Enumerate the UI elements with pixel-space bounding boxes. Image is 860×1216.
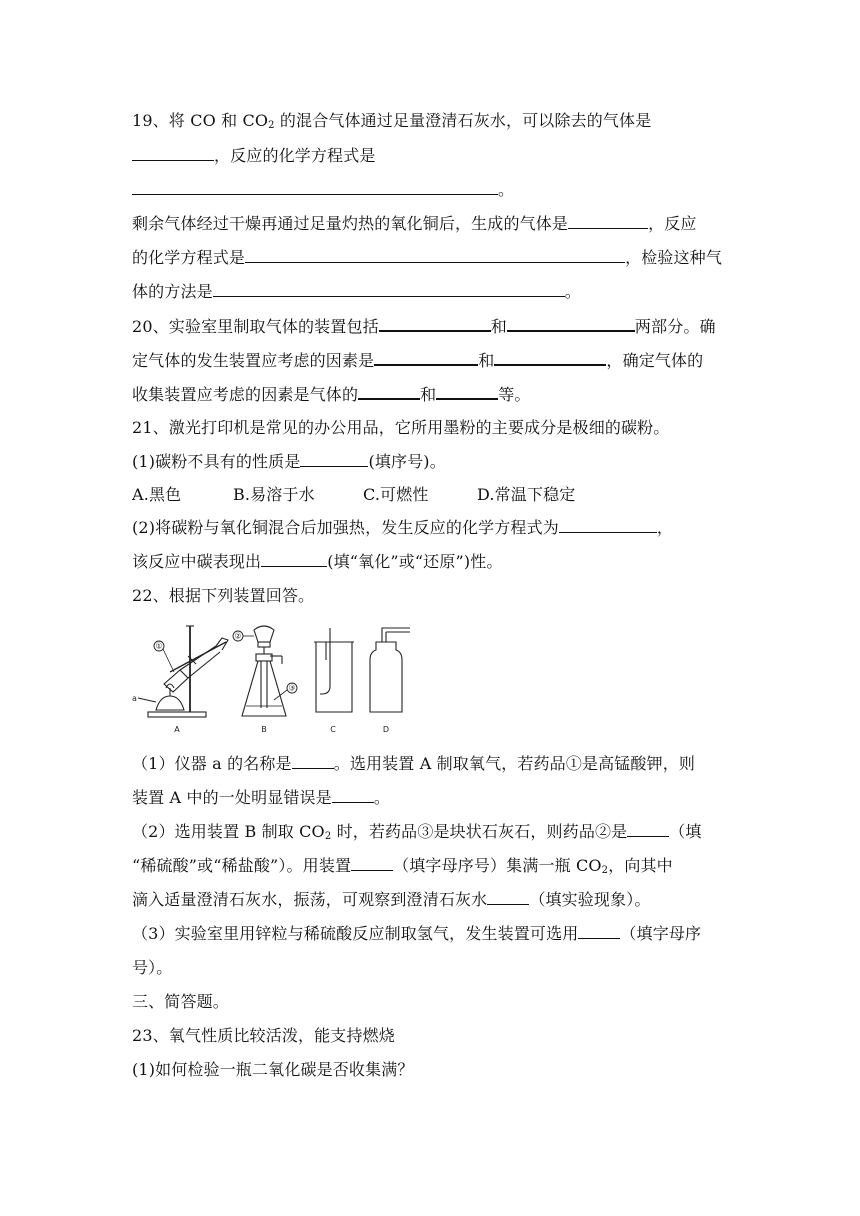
q23-stem: 23、氧气性质比较活泼，能支持燃烧 [132,1026,395,1045]
q22-s1: （1）仪器 a 的名称是 。选用装置 A 制取氧气，若药品①是高锰酸钾，则 [132,754,696,773]
q22-stem: 22、根据下列装置回答。 [132,586,315,605]
answer-blank[interactable] [578,924,620,939]
answer-blank[interactable] [568,214,648,229]
q22-s2-cont-1: “稀硫酸”或“稀盐酸”）。用装置 （填字母序号）集满一瓶 $CO_2$，向其中 [132,856,673,876]
answer-blank[interactable] [132,146,214,161]
q22-s1-cont: 装置 A 中的一处明显错误是 。 [132,788,390,807]
q22-s3-cont: 号）。 [132,958,173,977]
q21-options [132,485,575,505]
answer-blank[interactable] [494,350,606,366]
q21-part-2: (2)将碳粉与氧化铜混合后加强热，发生反应的化学方程式为 ， [132,518,674,537]
apparatus-c [314,628,354,712]
q19-line-1: 19、将 CO 和 $CO_2$ 的混合气体通过足量澄清石灰水，可以除去的气体是 [132,111,652,131]
answer-blank[interactable] [213,282,565,297]
option-b[interactable]: B.易溶于水 [233,485,315,504]
q21-stem: 21、激光打印机是常见的办公用品，它所用墨粉的主要成分是极细的碳粉。 [132,418,670,437]
q22-s2: （2）选用装置 B 制取 $CO_2$ 时，若药品③是块状石灰石，则药品②是 （填 [132,822,702,842]
answer-blank[interactable] [292,754,334,769]
apparatus-figure [130,620,410,738]
answer-blank[interactable] [351,856,393,871]
label-a: A [174,725,180,734]
apparatus-b [233,626,297,716]
q19-line-3: 。 [132,180,514,200]
q19-line-5: 的化学方程式是 ，检验这种气 [132,248,722,267]
q20-line-1: 20、实验室里制取气体的装置包括 和 两部分。确 [132,317,716,336]
q19-line-4: 剩余气体经过干燥再通过足量灼热的氧化铜后，生成的气体是 ，反应 [132,214,697,233]
answer-blank[interactable] [436,384,498,400]
marker-1: ① [155,641,163,651]
answer-blank[interactable] [374,350,478,366]
q19-line-6: 体的方法是 。 [132,282,581,301]
answer-blank[interactable] [245,248,625,263]
apparatus-d [370,628,410,712]
option-c[interactable]: C.可燃性 [363,485,429,504]
apparatus-a [138,626,228,717]
answer-blank[interactable] [358,384,420,400]
answer-blank[interactable] [507,316,635,332]
answer-blank[interactable] [300,452,368,467]
q22-s3: （3）实验室里用锌粒与稀硫酸反应制取氢气，发生装置可选用 （填字母序 [132,924,702,943]
section-title: 三、简答题。 [132,992,229,1011]
label-b: B [261,725,267,734]
answer-blank[interactable] [627,822,669,837]
marker-a: a [132,694,137,703]
label-d: D [382,725,390,734]
answer-blank[interactable] [487,890,529,905]
q23-part-1: (1)如何检验一瓶二氧化碳是否收集满？ [132,1060,414,1079]
q21-part-1: (1)碳粉不具有的性质是 (填序号)。 [132,452,446,471]
q20-line-3: 收集装置应考虑的因素是气体的 和 等。 [132,385,531,404]
answer-blank[interactable] [559,518,657,533]
label-c: C [330,725,336,734]
option-d[interactable]: D.常温下稳定 [477,485,576,504]
q22-s2-cont-2: 滴入适量澄清石灰水，振荡，可观察到澄清石灰水 （填实验现象）。 [132,890,651,909]
answer-blank[interactable] [332,788,374,803]
answer-blank[interactable] [379,316,491,332]
q20-line-2: 定气体的发生装置应考虑的因素是 和 ，确定气体的 [132,351,704,370]
marker-2: ② [234,631,242,641]
q21-part-2-cont: 该反应中碳表现出 (填“氧化”或“还原”)性。 [132,552,503,571]
q19-line-2: ，反应的化学方程式是 [132,146,376,166]
option-a[interactable]: A.黑色 [132,485,182,504]
answer-blank[interactable] [261,552,327,567]
marker-3: ③ [288,683,296,693]
answer-blank[interactable] [132,180,498,195]
